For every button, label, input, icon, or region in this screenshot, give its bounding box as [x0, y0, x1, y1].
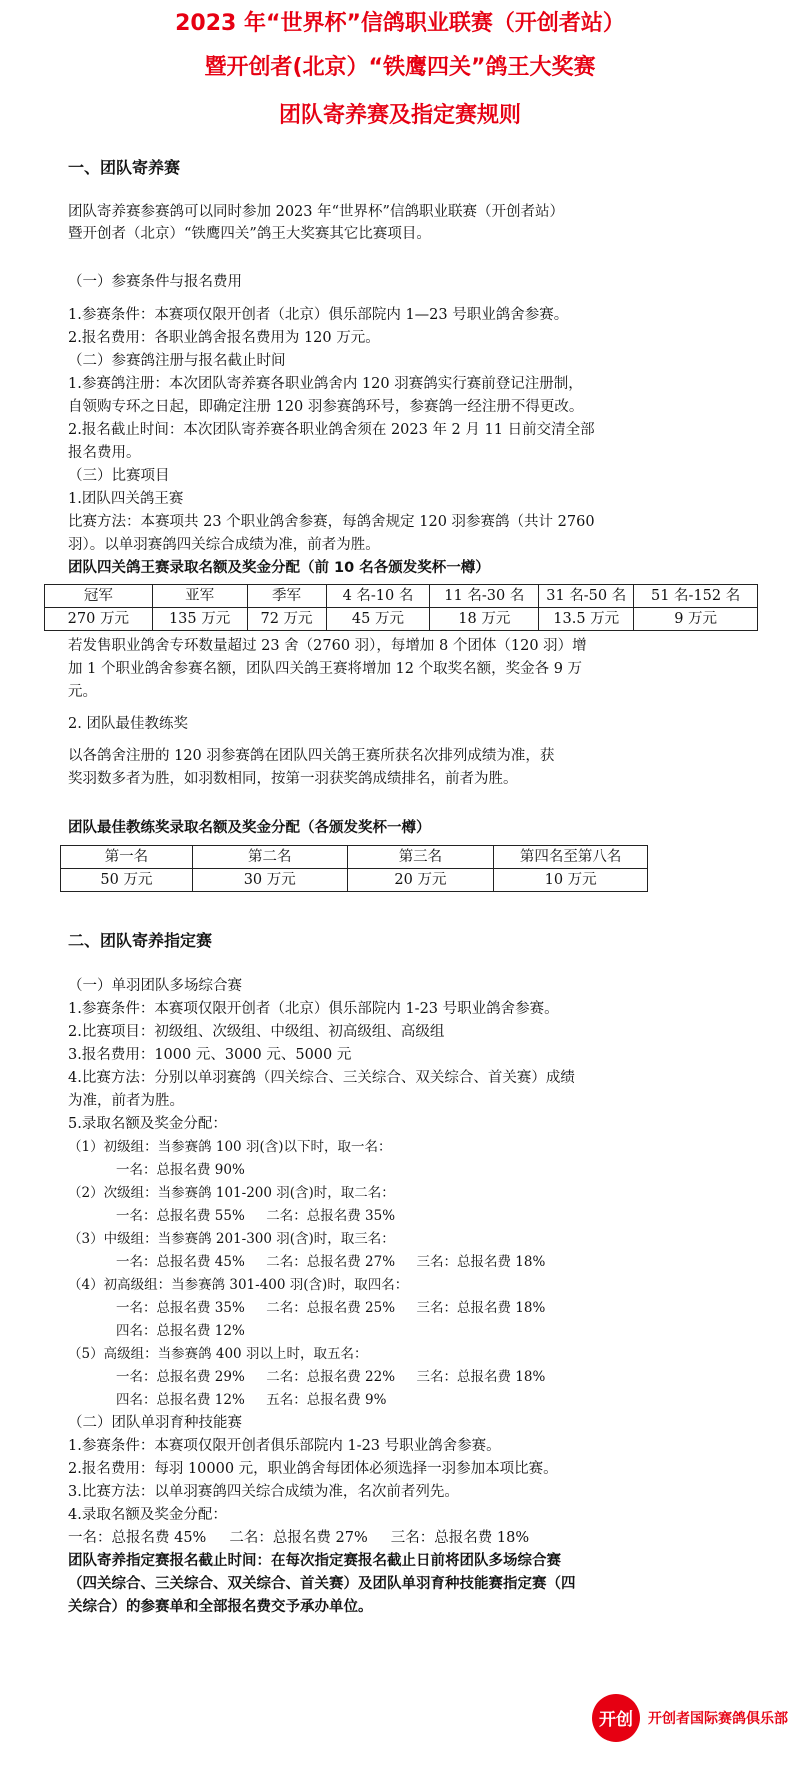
s1-project-2: 2. 团队最佳教练奖: [68, 716, 188, 732]
group-5: （5）高级组：当参赛鸽 400 羽以上时，取五名：: [68, 1346, 368, 1362]
section-2-heading: 二、团队寄养指定赛: [68, 931, 213, 950]
table-row: [45, 585, 758, 608]
table-cell: 270 万元: [45, 608, 153, 631]
group-1-prizes: 一名：总报名费 90%: [116, 1162, 245, 1178]
club-name: 开创者国际赛鸽俱乐部: [648, 1711, 788, 1727]
section-1-heading: 一、团队寄养赛: [68, 158, 181, 177]
s2-deadline-2: （四关综合、三关综合、双关综合、首关赛）及团队单羽育种技能赛指定赛（四: [68, 1576, 576, 1592]
s2-breed-3: 3.比赛方法：以单羽赛鸽四关综合成绩为准，名次前者列先。: [68, 1484, 459, 1500]
table-cell: 第三名: [347, 846, 494, 869]
table-cell: 13.5 万元: [539, 608, 634, 631]
table-cell: 20 万元: [347, 869, 494, 892]
s1-sub-3: （三）比赛项目: [68, 468, 170, 484]
table-cell: 11 名-30 名: [430, 585, 539, 608]
group-2-prizes: 一名：总报名费 55% 二名：总报名费 35%: [116, 1208, 396, 1224]
table-row: [45, 608, 758, 631]
s2-item-4b: 为准，前者为胜。: [68, 1093, 184, 1109]
table-cell: 10 万元: [494, 869, 648, 892]
group-4-prizes-b: 四名：总报名费 12%: [116, 1323, 245, 1339]
s2-deadline-3: 关综合）的参赛单和全部报名费交予承办单位。: [68, 1599, 373, 1615]
group-3: （3）中级组：当参赛鸽 201-300 羽(含)时，取三名：: [68, 1231, 395, 1247]
table-cell: 冠军: [45, 585, 153, 608]
s1-intro-1: 团队寄养赛参赛鸽可以同时参加 2023 年“世界杯”信鸽职业联赛（开创者站）: [68, 204, 564, 220]
title-line-1: 2023 年“世界杯”信鸽职业联赛（开创者站）: [175, 11, 625, 36]
s1-register-1a: 1.参赛鸽注册：本次团队寄养赛各职业鸽舍内 120 羽赛鸽实行赛前登记注册制，: [68, 376, 583, 392]
table-cell: 45 万元: [326, 608, 430, 631]
s1-sub-1: （一）参赛条件与报名费用: [68, 274, 242, 290]
prize-table-2: [60, 845, 648, 892]
s1-note-2: 加 1 个职业鸽舍参赛名额，团队四关鸽王赛将增加 12 个取奖名额，奖金各 9 万: [68, 661, 583, 677]
s1-condition-1: 1.参赛条件：本赛项仅限开创者（北京）俱乐部院内 1—23 号职业鸽舍参赛。: [68, 307, 569, 323]
table-cell: 50 万元: [61, 869, 193, 892]
prize-table-1: [44, 584, 758, 631]
s1-intro-2: 暨开创者（北京）“铁鹰四关”鸽王大奖赛其它比赛项目。: [68, 226, 431, 242]
s1-condition-2: 2.报名费用：各职业鸽舍报名费用为 120 万元。: [68, 330, 380, 346]
table-cell: 第四名至第八名: [494, 846, 648, 869]
table-cell: 135 万元: [152, 608, 247, 631]
group-1: （1）初级组：当参赛鸽 100 羽(含)以下时，取一名：: [68, 1139, 392, 1155]
table-cell: 4 名-10 名: [326, 585, 430, 608]
s2-breed-prizes: 一名：总报名费 45% 二名：总报名费 27% 三名：总报名费 18%: [68, 1530, 530, 1546]
s2-sub-2: （二）团队单羽育种技能赛: [68, 1415, 242, 1431]
s2-item-3: 3.报名费用：1000 元、3000 元、5000 元: [68, 1047, 352, 1063]
table-cell: 季军: [247, 585, 326, 608]
s2-item-1: 1.参赛条件：本赛项仅限开创者（北京）俱乐部院内 1-23 号职业鸽舍参赛。: [68, 1001, 559, 1017]
club-logo: [590, 1688, 788, 1748]
s1-method-2: 羽）。以单羽赛鸽四关综合成绩为准，前者为胜。: [68, 537, 380, 553]
s2-item-5: 5.录取名额及奖金分配：: [68, 1116, 227, 1132]
s2-breed-1: 1.参赛条件：本赛项仅限开创者俱乐部院内 1-23 号职业鸽舍参赛。: [68, 1438, 501, 1454]
table-cell: 31 名-50 名: [539, 585, 634, 608]
title-line-2: 暨开创者(北京）“铁鹰四关”鸽王大奖赛: [204, 55, 596, 80]
s1-deadline-2a: 2.报名截止时间：本次团队寄养赛各职业鸽舍须在 2023 年 2 月 11 日前交清全部: [68, 422, 595, 438]
table-cell: 亚军: [152, 585, 247, 608]
group-5-prizes-a: 一名：总报名费 29% 二名：总报名费 22% 三名：总报名费 18%: [116, 1369, 546, 1385]
table-cell: 第一名: [61, 846, 193, 869]
s1-register-1b: 自领购专环之日起，即确定注册 120 羽参赛鸽环号，参赛鸽一经注册不得更改。: [68, 399, 584, 415]
s2-sub-1: （一）单羽团队多场综合赛: [68, 978, 242, 994]
group-3-prizes: 一名：总报名费 45% 二名：总报名费 27% 三名：总报名费 18%: [116, 1254, 546, 1270]
s2-item-2: 2.比赛项目：初级组、次级组、中级组、初高级组、高级组: [68, 1024, 445, 1040]
table-row: [61, 869, 648, 892]
table-cell: 30 万元: [192, 869, 347, 892]
table2-title: 团队最佳教练奖录取名额及奖金分配（各颁发奖杯一樽）: [68, 820, 431, 836]
table1-title: 团队四关鸽王赛录取名额及奖金分配（前 10 名各颁发奖杯一樽）: [68, 560, 490, 576]
s1-note-3: 元。: [68, 684, 97, 700]
s2-breed-2: 2.报名费用：每羽 10000 元，职业鸽舍每团体必须选择一羽参加本项比赛。: [68, 1461, 558, 1477]
s1-note-1: 若发售职业鸽舍专环数量超过 23 舍（2760 羽），每增加 8 个团体（120 羽）增: [68, 638, 587, 654]
table-cell: 第二名: [192, 846, 347, 869]
seal-icon: [590, 1692, 642, 1744]
table-cell: 18 万元: [430, 608, 539, 631]
table-cell: 72 万元: [247, 608, 326, 631]
group-4-prizes-a: 一名：总报名费 35% 二名：总报名费 25% 三名：总报名费 18%: [116, 1300, 546, 1316]
s1-coach-1: 以各鸽舍注册的 120 羽参赛鸽在团队四关鸽王赛所获名次排列成绩为准，获: [68, 748, 555, 764]
table-cell: 9 万元: [634, 608, 758, 631]
s2-item-4a: 4.比赛方法：分别以单羽赛鸽（四关综合、三关综合、双关综合、首关赛）成绩: [68, 1070, 575, 1086]
table-cell: 51 名-152 名: [634, 585, 758, 608]
s2-deadline-1: 团队寄养指定赛报名截止时间：在每次指定赛报名截止日前将团队多场综合赛: [68, 1553, 561, 1569]
s1-sub-2: （二）参赛鸽注册与报名截止时间: [68, 353, 286, 369]
group-4: （4）初高级组：当参赛鸽 301-400 羽(含)时，取四名：: [68, 1277, 409, 1293]
group-2: （2）次级组：当参赛鸽 101-200 羽(含)时，取二名：: [68, 1185, 395, 1201]
s1-deadline-2b: 报名费用。: [68, 445, 141, 461]
seal-text: 开创: [599, 1710, 633, 1730]
title-line-3: 团队寄养赛及指定赛规则: [278, 103, 521, 128]
s2-breed-4: 4.录取名额及奖金分配：: [68, 1507, 227, 1523]
table-row: [61, 846, 648, 869]
group-5-prizes-b: 四名：总报名费 12% 五名：总报名费 9%: [116, 1392, 387, 1408]
s1-method-1: 比赛方法：本赛项共 23 个职业鸽舍参赛，每鸽舍规定 120 羽参赛鸽（共计 2760: [68, 514, 595, 530]
s1-coach-2: 奖羽数多者为胜，如羽数相同，按第一羽获奖鸽成绩排名，前者为胜。: [68, 771, 518, 787]
s1-project-1: 1.团队四关鸽王赛: [68, 491, 184, 507]
